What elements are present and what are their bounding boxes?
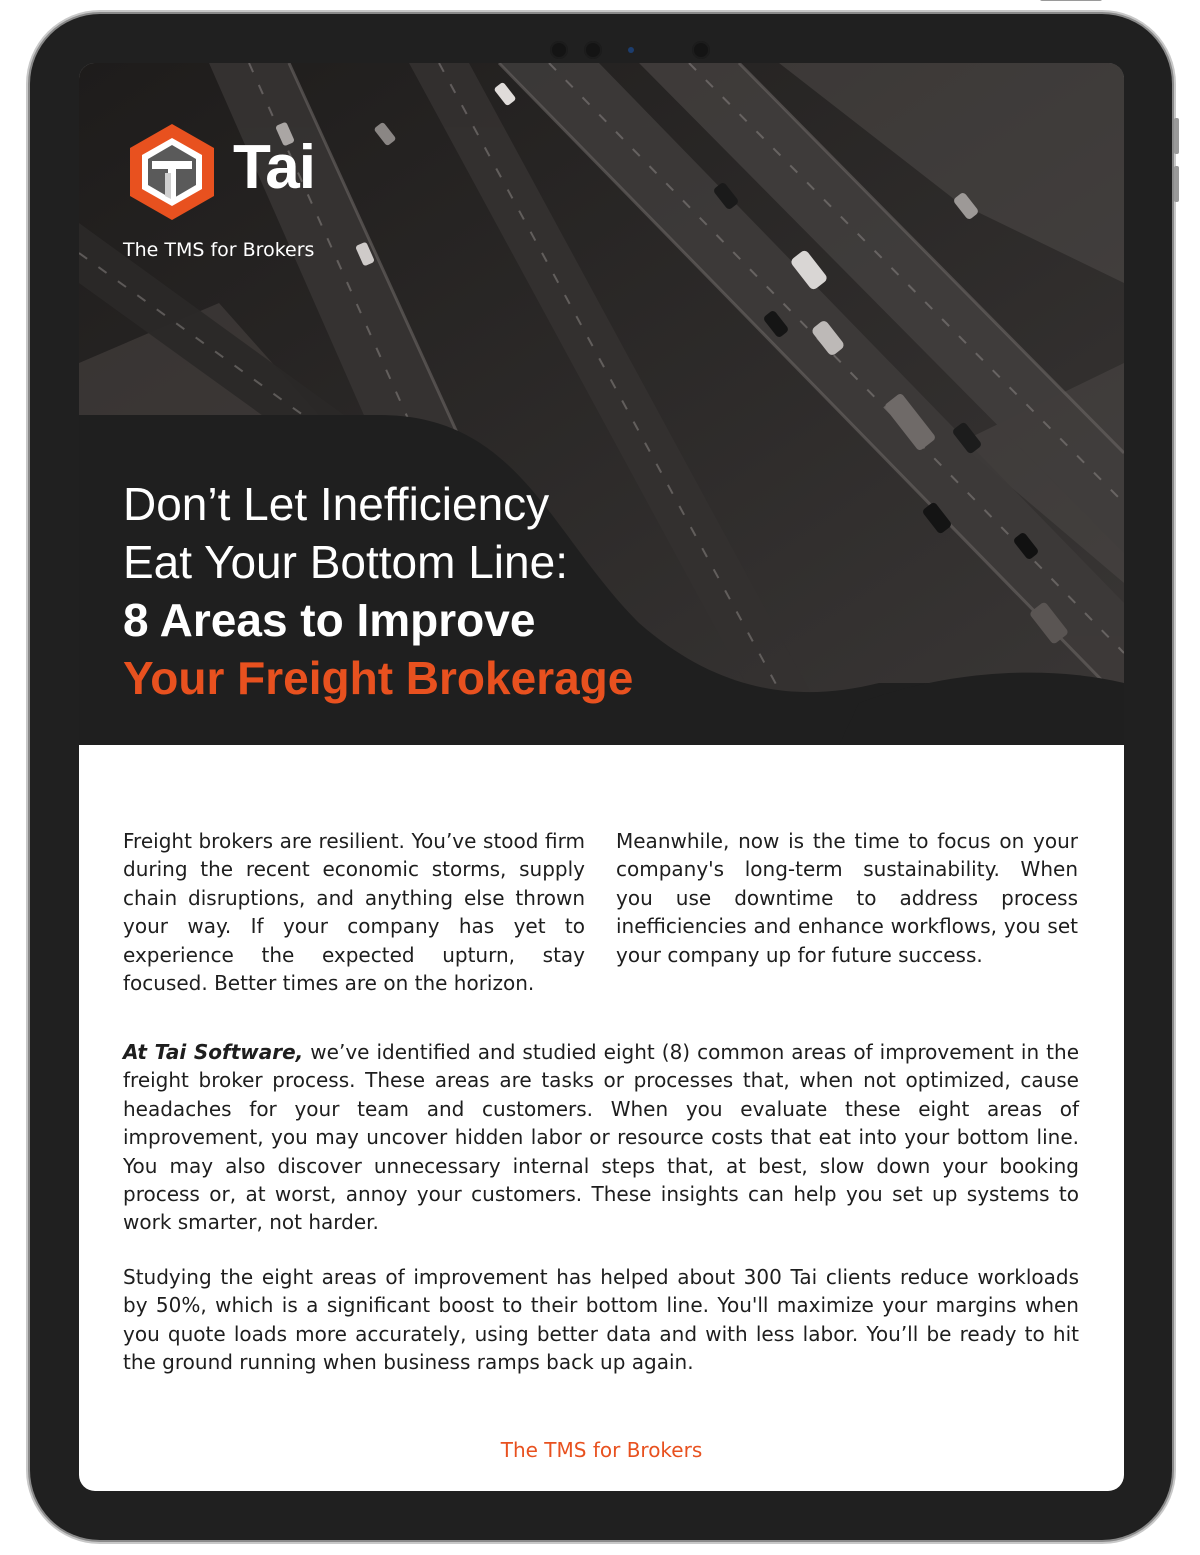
volume-down-button	[1174, 166, 1179, 202]
intro-paragraph-left: Freight brokers are resilient. You’ve stood firm during the recent economic storms, supply chain disruptions, and anything else thrown your way. If your company has yet to experience the expected upturn, stay focused. Better times are on the horizon.	[123, 829, 585, 996]
results-paragraph: Studying the eight areas of improvement has helped about 300 Tai clients reduce workloads by 50%, which is a significant boost to their bottom line. You'll maximize your margins when you quote loads more accurately, using better data and with less labor. You’ll be ready to hit the ground running when business ramps back up again.	[123, 1265, 1079, 1375]
brand-tagline: The TMS for Brokers	[123, 239, 315, 261]
tai-hexagon-logo-icon	[121, 121, 223, 223]
title-line-4: Your Freight Brokerage	[123, 652, 634, 704]
footer-tagline: The TMS for Brokers	[500, 1438, 703, 1462]
front-camera-icon	[550, 40, 720, 60]
intro-paragraph-right: Meanwhile, now is the time to focus on your company's long-term sustainability. When you use downtime to address process inefficiencies and enhance workflows, you set your company up for future success.	[616, 829, 1078, 967]
paragraph-lead-company: At Tai Software,	[123, 1040, 304, 1064]
paragraph-body: we’ve identified and studied eight (8) common areas of improvement in the freight broker process. These areas are tasks or processes that, when not optimized, cause headaches for your team and customers. When you evaluate these eight areas of improvement, you may uncover hidden labor or resource costs that eat into your bottom line. You may also discover unnecessary internal steps that, at best, slow down your booking process or, at worst, annoy your customers. These insights can help you set up systems to work smarter, not harder.	[123, 1040, 1079, 1235]
document-page	[79, 63, 1124, 1491]
power-button	[1040, 0, 1102, 1]
brand-name: Tai	[233, 133, 315, 202]
page-title	[123, 475, 683, 707]
title-line-2: Eat Your Bottom Line:	[123, 536, 568, 588]
tai-software-paragraph	[123, 1038, 1079, 1237]
title-line-1: Don’t Let Inefficiency	[123, 478, 550, 530]
volume-up-button	[1174, 118, 1179, 154]
title-line-3: 8 Areas to Improve	[123, 594, 536, 646]
